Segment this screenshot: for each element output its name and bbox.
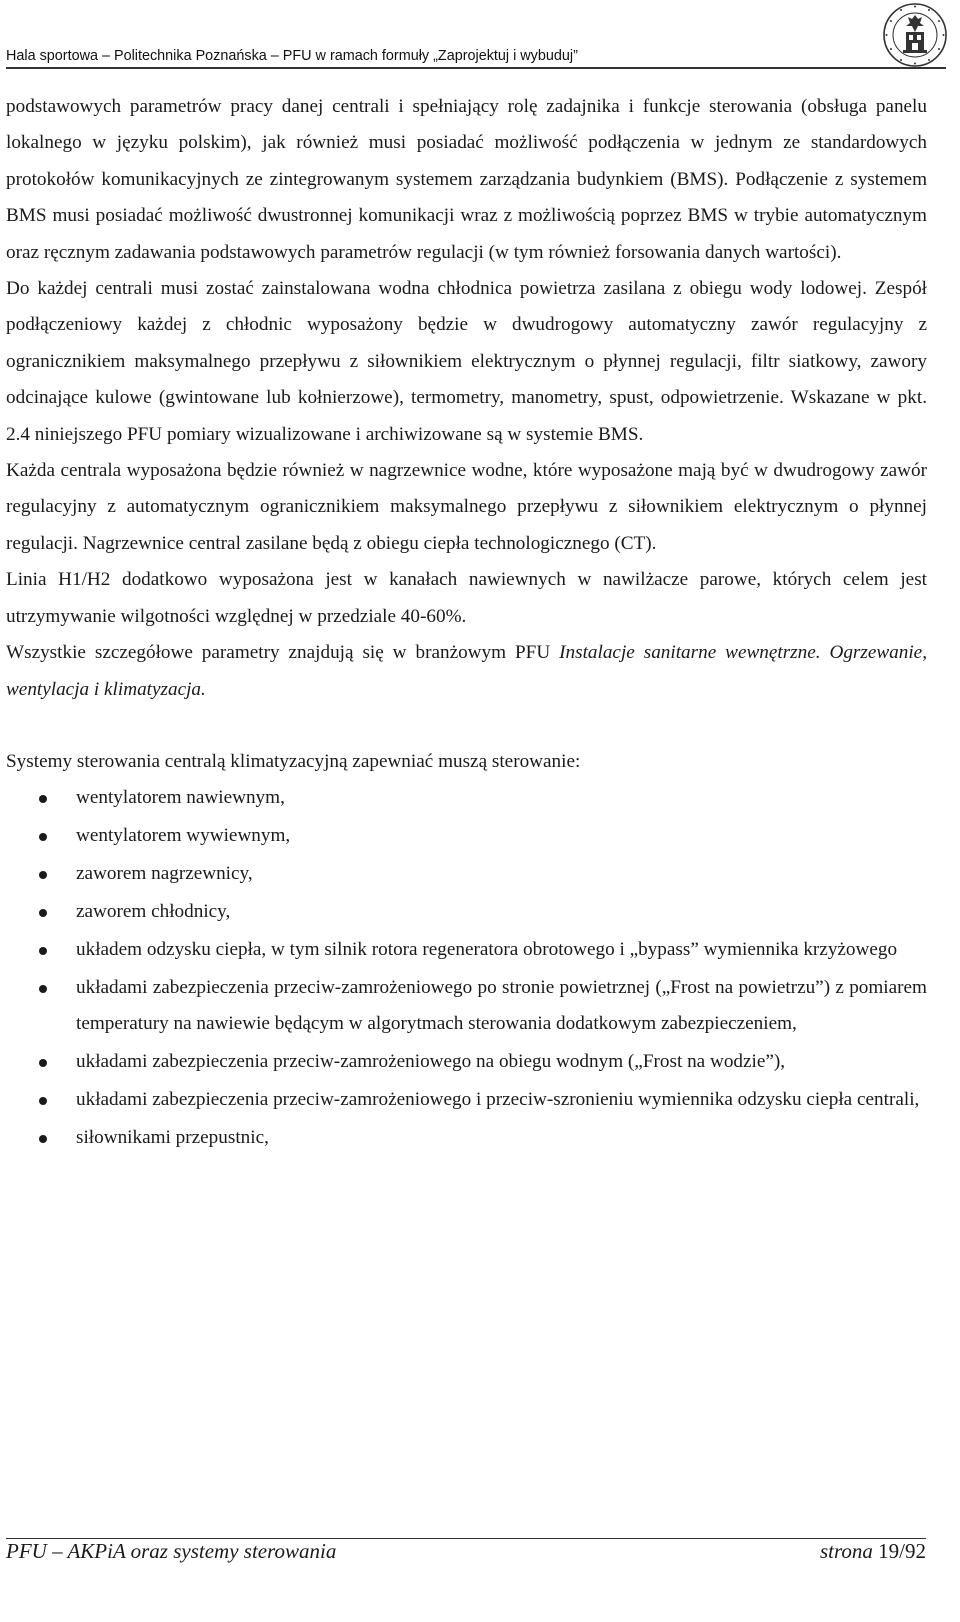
footer-page-number [820,1539,926,1564]
list-item-text: układami zabezpieczenia przeciw-zamrożeniowego na obiegu wodnym („Frost na wodzie”), [76,1051,786,1073]
paragraph-reference-text: Wszystkie szczegółowe parametry znajdują się w branżowym PFU [6,642,560,664]
list-item [6,894,927,930]
paragraph: podstawowych parametrów pracy danej centrali i spełniający rolę zadajnika i funkcje sterowania (obsługa panelu lokalnego w języku polskim), jak również musi posiadać możliwość podłączenia w jednym ze standardowych protokołów komunikacyjnych ze zintegrowanym systemem zarządzania budynkiem (BMS). Podłączenie z systemem BMS musi posiadać możliwość dwustronnej komunikacji wraz z możliwością poprzez BMS w trybie automatycznym oraz ręcznym zadawania podstawowych parametrów regulacji (w tym również forsowania danych wartości). [6,96,927,263]
bullet-icon [39,871,47,879]
list-item-text: zaworem nagrzewnicy, [76,863,253,885]
header-divider [6,67,946,69]
list-item [6,1120,927,1156]
bullet-icon [39,909,47,917]
list-item [6,932,927,968]
bullet-icon [39,795,47,803]
page-footer [6,1538,926,1578]
list-item [6,780,927,816]
list-item-text: układami zabezpieczenia przeciw-zamrożeniowego i przeciw-szronieniu wymiennika odzysku ciepła centrali, [76,1089,920,1111]
university-seal-logo [882,2,948,68]
list-item-text: siłownikami przepustnic, [76,1126,269,1148]
page-header [6,0,956,74]
list-item [6,1082,927,1118]
paragraph: Każda centrala wyposażona będzie również w nagrzewnice wodne, które wyposażone mają być w dwudrogowy zawór regulacyjny z automatycznym ogranicznikiem maksymalnego przepływu z siłownikiem elektrycznym o płynnej regulacji. Nagrzewnice central zasilane będą z obiegu ciepła technologicznego (CT). [6,460,927,554]
control-list [6,780,927,1156]
list-item-text: układem odzysku ciepła, w tym silnik rotora regeneratora obrotowego i „bypass” wymiennika krzyżowego [76,938,898,960]
bullet-icon [39,985,47,993]
footer-page-value: 19/92 [878,1539,926,1563]
list-item [6,856,927,892]
list-intro: Systemy sterowania centralą klimatyzacyjną zapewniać muszą sterowanie: [6,750,581,772]
list-item-text: wentylatorem wywiewnym, [76,825,291,847]
bullet-icon [39,1097,47,1105]
bullet-icon [39,833,47,841]
list-item-text: układami zabezpieczenia przeciw-zamrożeniowego po stronie powietrznej („Frost na powietrzu”) z pomiarem temperatury na nawiewie będącym w algorytmach sterowania dodatkowym zabezpieczeniem, [76,976,927,1035]
paragraph-reference [6,635,927,708]
paragraph-reference-italic: Instalacje sanitarne wewnętrzne. Ogrzewanie, wentylacja i klimatyzacja. [6,642,927,700]
footer-document-title: PFU – AKPiA oraz systemy sterowania [6,1539,337,1563]
bullet-icon [39,1059,47,1067]
list-item [6,1044,927,1080]
list-item [6,818,927,854]
bullet-icon [39,947,47,955]
list-item [6,970,927,1043]
list-item-text: zaworem chłodnicy, [76,901,231,923]
paragraph: Linia H1/H2 dodatkowo wyposażona jest w kanałach nawiewnych w nawilżacze parowe, których celem jest utrzymywanie wilgotności względnej w przedziale 40-60%. [6,569,927,627]
footer-page-word: strona [820,1539,873,1563]
paragraph: Do każdej centrali musi zostać zainstalowana wodna chłodnica powietrza zasilana z obiegu wody lodowej. Zespół podłączeniowy każdej z chłodnic wyposażony będzie w dwudrogowy automatyczny zawór regulacyjny z ogranicznikiem maksymalnego przepływu z siłownikiem elektrycznym o płynnej regulacji, filtr siatkowy, zawory odcinające kulowe (gwintowane lub kołnierzowe), termometry, manometry, spust, odpowietrzenie. Wskazane w pkt. 2.4 niniejszego PFU pomiary wizualizowane i archiwizowane są w systemie BMS. [6,278,927,445]
spacer [6,708,927,744]
header-title: Hala sportowa – Politechnika Poznańska – PFU w ramach formuły „Zaprojektuj i wybuduj” [6,48,578,64]
bullet-icon [39,1135,47,1143]
document-body [6,89,927,1158]
list-item-text: wentylatorem nawiewnym, [76,787,285,809]
